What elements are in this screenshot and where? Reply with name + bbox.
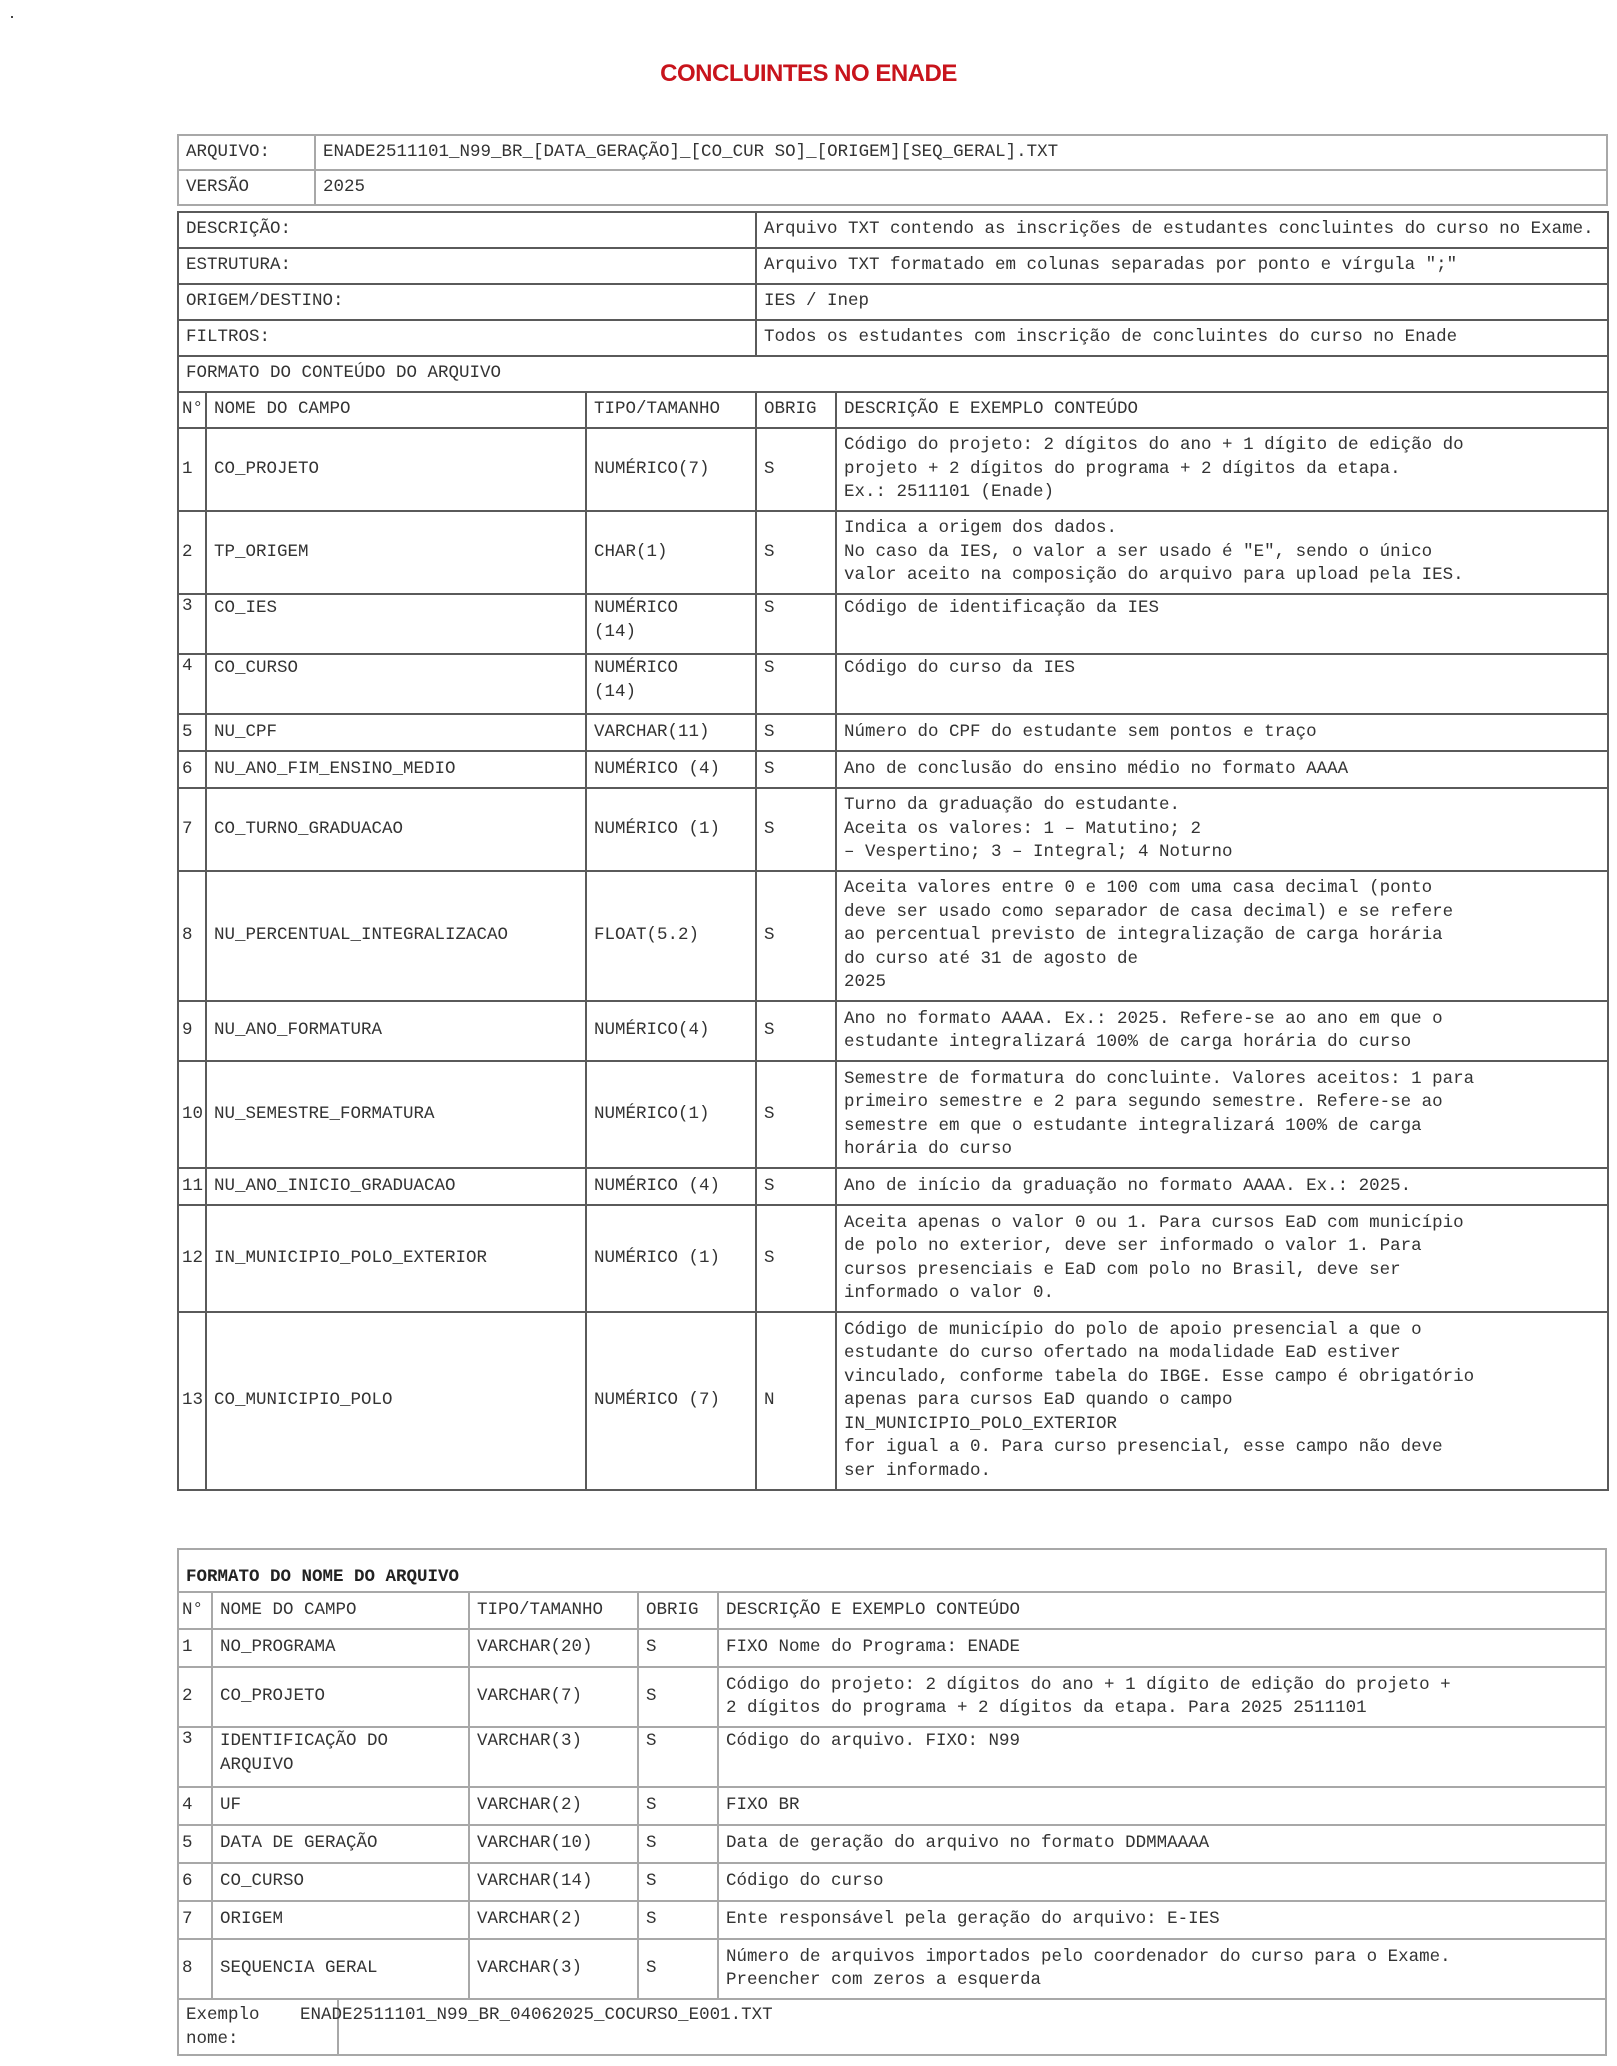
row-number: 6 — [178, 1863, 212, 1901]
table-row — [178, 1168, 1608, 1205]
table-row — [178, 788, 1608, 871]
field-type: NUMÉRICO(4) — [586, 1001, 756, 1061]
table-row — [178, 594, 1608, 654]
table-row — [178, 1312, 1608, 1490]
field-name: CO_PROJETO — [206, 428, 586, 511]
field-type: NUMÉRICO (7) — [586, 1312, 756, 1490]
field-name: IN_MUNICIPIO_POLO_EXTERIOR — [206, 1205, 586, 1312]
field-required: S — [756, 1061, 836, 1168]
section-title: FORMATO DO CONTEÚDO DO ARQUIVO — [178, 356, 1608, 392]
row-number: 4 — [178, 654, 206, 714]
page-title: CONCLUINTES NO ENADE — [660, 60, 957, 87]
table-row — [178, 1727, 1606, 1787]
field-required: S — [756, 1205, 836, 1312]
field-required: S — [638, 1787, 718, 1825]
column-header: N° — [178, 1592, 212, 1629]
field-name: NU_ANO_FIM_ENSINO_MEDIO — [206, 751, 586, 788]
meta-value: IES / Inep — [756, 284, 1608, 320]
example-row — [178, 1999, 1606, 2055]
field-required: S — [756, 594, 836, 654]
arquivo-value: ENADE2511101_N99_BR_[DATA_GERAÇÃO]_[CO_CUR SO]_[ORIGEM][SEQ_GERAL].TXT — [315, 135, 1607, 170]
meta-value: Arquivo TXT formatado em colunas separadas por ponto e vírgula ";" — [756, 248, 1608, 284]
field-type: VARCHAR(11) — [586, 714, 756, 751]
example-value: ENADE2511101_N99_BR_04062025_COCURSO_E001.TXT — [469, 1999, 1606, 2055]
field-type: VARCHAR(2) — [469, 1787, 638, 1825]
row-number: 5 — [178, 1825, 212, 1863]
field-description: Ano de início da graduação no formato AAAA. Ex.: 2025. — [836, 1168, 1608, 1205]
row-number: 10 — [178, 1061, 206, 1168]
table-row — [178, 1863, 1606, 1901]
row-number: 6 — [178, 751, 206, 788]
field-description: Turno da graduação do estudante. Aceita os valores: 1 – Matutino; 2 – Vespertino; 3 – Integral; 4 Noturno — [836, 788, 1608, 871]
content-format-table — [177, 211, 1609, 1491]
field-name: ORIGEM — [212, 1901, 469, 1939]
column-header: NOME DO CAMPO — [212, 1592, 469, 1629]
column-header: OBRIG — [756, 392, 836, 428]
field-required: S — [756, 871, 836, 1001]
row-number: 4 — [178, 1787, 212, 1825]
field-required: S — [756, 654, 836, 714]
meta-label: ORIGEM/DESTINO: — [178, 284, 756, 320]
field-name: DATA DE GERAÇÃO — [212, 1825, 469, 1863]
field-required: S — [756, 1001, 836, 1061]
field-type: NUMÉRICO (4) — [586, 1168, 756, 1205]
column-header-row — [178, 1592, 1606, 1629]
field-required: N — [756, 1312, 836, 1490]
arquivo-row — [178, 135, 1607, 170]
field-required: S — [638, 1863, 718, 1901]
example-label: Exemplo nome: — [178, 1999, 469, 2055]
row-number: 8 — [178, 1939, 212, 1999]
table-row — [178, 714, 1608, 751]
field-type: NUMÉRICO(7) — [586, 428, 756, 511]
field-name: CO_MUNICIPIO_POLO — [206, 1312, 586, 1490]
meta-label: FILTROS: — [178, 320, 756, 356]
field-description: Código de identificação da IES — [836, 594, 1608, 654]
field-name: CO_TURNO_GRADUACAO — [206, 788, 586, 871]
field-description: Código do curso — [718, 1863, 1606, 1901]
field-name: NU_ANO_INICIO_GRADUACAO — [206, 1168, 586, 1205]
field-type: VARCHAR(3) — [469, 1727, 638, 1787]
field-name: NU_SEMESTRE_FORMATURA — [206, 1061, 586, 1168]
field-required: S — [638, 1727, 718, 1787]
field-type: NUMÉRICO (1) — [586, 788, 756, 871]
column-header: NOME DO CAMPO — [206, 392, 586, 428]
table-row — [178, 1629, 1606, 1667]
column-header: N° — [178, 392, 206, 428]
section-title-row — [178, 1549, 1606, 1592]
column-header: TIPO/TAMANHO — [586, 392, 756, 428]
field-required: S — [756, 428, 836, 511]
field-name: IDENTIFICAÇÃO DO ARQUIVO — [212, 1727, 469, 1787]
row-number: 7 — [178, 1901, 212, 1939]
field-description: Aceita apenas o valor 0 ou 1. Para cursos EaD com município de polo no exterior, deve ser informado o valor 1. Para cursos presenciais e EaD com polo no Brasil, deve ser informado o valor 0. — [836, 1205, 1608, 1312]
field-description: Ano de conclusão do ensino médio no formato AAAA — [836, 751, 1608, 788]
field-required: S — [638, 1939, 718, 1999]
field-description: Código de município do polo de apoio presencial a que o estudante do curso ofertado na modalidade EaD estiver vinculado, conforme tabela do IBGE. Esse campo é obrigatório apenas para cursos EaD quando o campo IN_MUNICIPIO_POLO_EXTERIOR for igual a 0. Para curso presencial, esse campo não deve ser informado. — [836, 1312, 1608, 1490]
field-name: NU_CPF — [206, 714, 586, 751]
field-name: CO_IES — [206, 594, 586, 654]
meta-value: Arquivo TXT contendo as inscrições de estudantes concluintes do curso no Exame. — [756, 212, 1608, 248]
field-type: NUMÉRICO (1) — [586, 1205, 756, 1312]
field-required: S — [756, 1168, 836, 1205]
row-number: 13 — [178, 1312, 206, 1490]
field-description: Indica a origem dos dados. No caso da IES, o valor a ser usado é "E", sendo o único valor aceito na composição do arquivo para upload pela IES. — [836, 511, 1608, 594]
field-type: VARCHAR(14) — [469, 1863, 638, 1901]
field-description: Ano no formato AAAA. Ex.: 2025. Refere-se ao ano em que o estudante integralizará 100% de carga horária do curso — [836, 1001, 1608, 1061]
table-row — [178, 1825, 1606, 1863]
row-number: 5 — [178, 714, 206, 751]
field-type: VARCHAR(20) — [469, 1629, 638, 1667]
field-type: FLOAT(5.2) — [586, 871, 756, 1001]
table-row — [178, 654, 1608, 714]
field-description: Código do projeto: 2 dígitos do ano + 1 dígito de edição do projeto + 2 dígitos do programa + 2 dígitos da etapa. Para 2025 2511101 — [718, 1667, 1606, 1727]
table-row — [178, 428, 1608, 511]
versao-value: 2025 — [315, 170, 1607, 205]
meta-row — [178, 248, 1608, 284]
column-header: TIPO/TAMANHO — [469, 1592, 638, 1629]
column-header: OBRIG — [638, 1592, 718, 1629]
field-type: NUMÉRICO (14) — [586, 594, 756, 654]
field-description: FIXO Nome do Programa: ENADE — [718, 1629, 1606, 1667]
section-title: FORMATO DO NOME DO ARQUIVO — [178, 1549, 1606, 1592]
row-number: 8 — [178, 871, 206, 1001]
meta-value: Todos os estudantes com inscrição de concluintes do curso no Enade — [756, 320, 1608, 356]
meta-label: ESTRUTURA: — [178, 248, 756, 284]
field-description: Aceita valores entre 0 e 100 com uma casa decimal (ponto deve ser usado como separador de casa decimal) e se refere ao percentual previsto de integralização de carga horária do curso até 31 de agosto de 2025 — [836, 871, 1608, 1001]
table-row — [178, 871, 1608, 1001]
row-number: 2 — [178, 1667, 212, 1727]
field-name: SEQUENCIA GERAL — [212, 1939, 469, 1999]
stray-dot — [11, 16, 13, 18]
row-number: 1 — [178, 428, 206, 511]
field-required: S — [638, 1667, 718, 1727]
table-row — [178, 1061, 1608, 1168]
field-name: CO_PROJETO — [212, 1667, 469, 1727]
field-description: Código do curso da IES — [836, 654, 1608, 714]
field-required: S — [756, 714, 836, 751]
file-header-table — [177, 134, 1608, 206]
field-required: S — [638, 1629, 718, 1667]
table-row — [178, 1901, 1606, 1939]
meta-row — [178, 320, 1608, 356]
arquivo-label: ARQUIVO: — [178, 135, 315, 170]
field-description: Semestre de formatura do concluinte. Valores aceitos: 1 para primeiro semestre e 2 para segundo semestre. Refere-se ao semestre em que o estudante integralizará 100% de carga horária do curso — [836, 1061, 1608, 1168]
meta-row — [178, 212, 1608, 248]
table-row — [178, 1205, 1608, 1312]
versao-row — [178, 170, 1607, 205]
table-row — [178, 1667, 1606, 1727]
row-number: 12 — [178, 1205, 206, 1312]
field-name: NU_ANO_FORMATURA — [206, 1001, 586, 1061]
table-row — [178, 511, 1608, 594]
row-number: 11 — [178, 1168, 206, 1205]
field-name: CO_CURSO — [206, 654, 586, 714]
field-required: S — [756, 751, 836, 788]
field-type: VARCHAR(2) — [469, 1901, 638, 1939]
meta-label: DESCRIÇÃO: — [178, 212, 756, 248]
field-type: VARCHAR(10) — [469, 1825, 638, 1863]
field-name: TP_ORIGEM — [206, 511, 586, 594]
field-required: S — [638, 1825, 718, 1863]
field-type: NUMÉRICO(1) — [586, 1061, 756, 1168]
field-name: NO_PROGRAMA — [212, 1629, 469, 1667]
table-row — [178, 1939, 1606, 1999]
section-title-row — [178, 356, 1608, 392]
field-description: Código do projeto: 2 dígitos do ano + 1 dígito de edição do projeto + 2 dígitos do programa + 2 dígitos da etapa. Ex.: 2511101 (Enade) — [836, 428, 1608, 511]
table-row — [178, 1787, 1606, 1825]
field-description: Ente responsável pela geração do arquivo: E-IES — [718, 1901, 1606, 1939]
field-name: UF — [212, 1787, 469, 1825]
field-description: Número de arquivos importados pelo coordenador do curso para o Exame. Preencher com zeros a esquerda — [718, 1939, 1606, 1999]
table-row — [178, 1001, 1608, 1061]
row-number: 2 — [178, 511, 206, 594]
table-row — [178, 751, 1608, 788]
field-type: VARCHAR(7) — [469, 1667, 638, 1727]
field-required: S — [638, 1901, 718, 1939]
field-type: NUMÉRICO (14) — [586, 654, 756, 714]
row-number: 3 — [178, 1727, 212, 1787]
field-description: FIXO BR — [718, 1787, 1606, 1825]
versao-label: VERSÃO — [178, 170, 315, 205]
field-type: NUMÉRICO (4) — [586, 751, 756, 788]
row-number: 7 — [178, 788, 206, 871]
meta-row — [178, 284, 1608, 320]
row-number: 1 — [178, 1629, 212, 1667]
field-required: S — [756, 788, 836, 871]
field-description: Número do CPF do estudante sem pontos e traço — [836, 714, 1608, 751]
row-number: 9 — [178, 1001, 206, 1061]
column-header-row — [178, 392, 1608, 428]
column-header: DESCRIÇÃO E EXEMPLO CONTEÚDO — [718, 1592, 1606, 1629]
field-name: CO_CURSO — [212, 1863, 469, 1901]
row-number: 3 — [178, 594, 206, 654]
file-name-format-table — [177, 1548, 1607, 2056]
field-name: NU_PERCENTUAL_INTEGRALIZACAO — [206, 871, 586, 1001]
field-type: CHAR(1) — [586, 511, 756, 594]
field-description: Data de geração do arquivo no formato DDMMAAAA — [718, 1825, 1606, 1863]
field-description: Código do arquivo. FIXO: N99 — [718, 1727, 1606, 1787]
column-header: DESCRIÇÃO E EXEMPLO CONTEÚDO — [836, 392, 1608, 428]
field-type: VARCHAR(3) — [469, 1939, 638, 1999]
field-required: S — [756, 511, 836, 594]
